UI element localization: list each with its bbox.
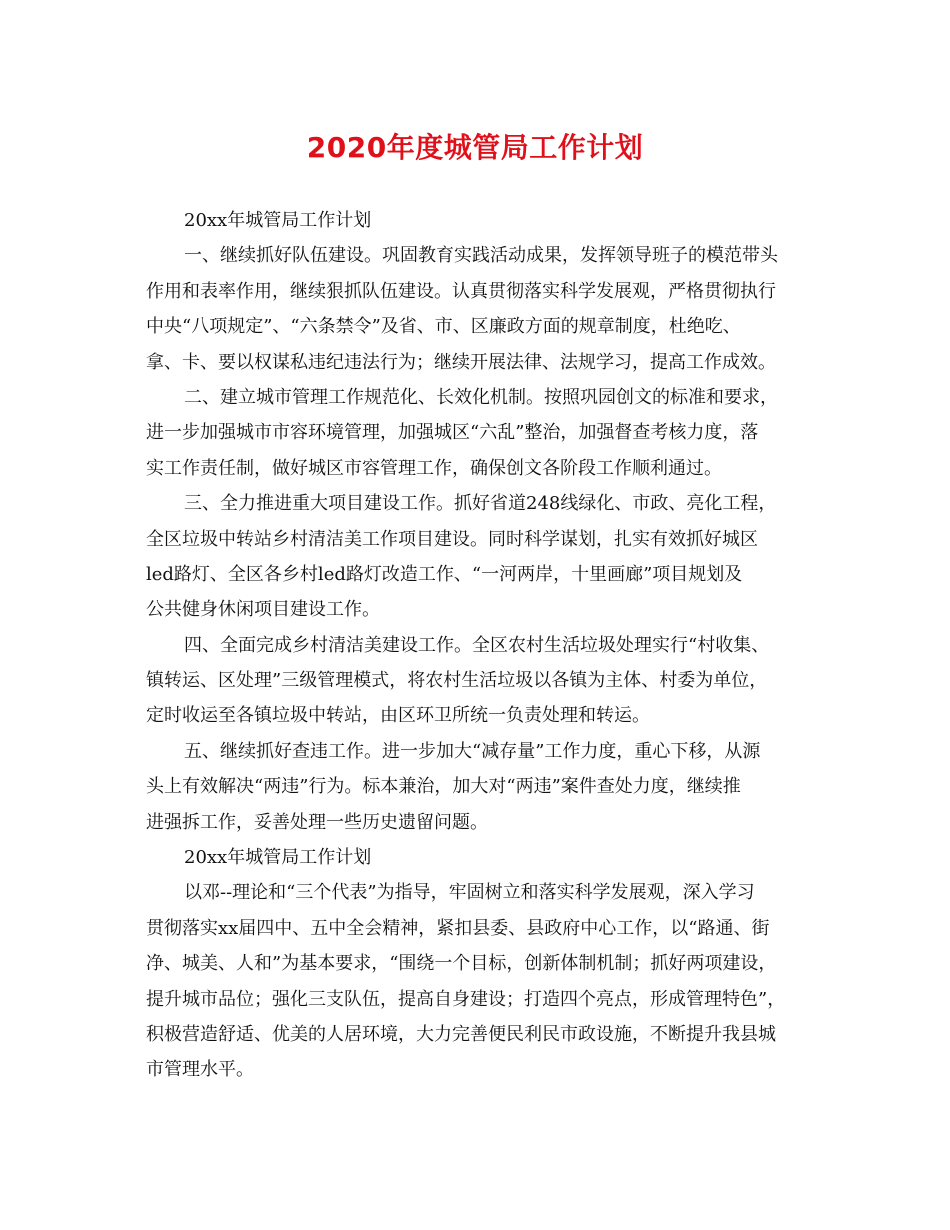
- text-line: 20xx年城管局工作计划: [184, 210, 372, 231]
- text-line: 进一步加强城市市容环境管理，加强城区“六乱”整治，加强督查考核力度，落: [146, 422, 759, 444]
- text-line: 中央“八项规定”、“六条禁令”及省、市、区廉政方面的规章制度，杜绝吃、: [146, 316, 741, 338]
- text-line: 三、全力推进重大项目建设工作。抓好省道248线绿化、市政、亮化工程，: [184, 493, 777, 515]
- text-line: 实工作责任制，做好城区市容管理工作，确保创文各阶段工作顺利通过。: [146, 457, 722, 479]
- text-line: 贯彻落实xx届四中、五中全会精神，紧扣县委、县政府中心工作，以“路通、街: [146, 917, 770, 939]
- text-line: 进强拆工作，妥善处理一些历史遗留问题。: [146, 811, 488, 833]
- text-line: 四、全面完成乡村清洁美建设工作。全区农村生活垃圾处理实行“村收集、: [184, 634, 770, 656]
- text-line: 市管理水平。: [146, 1059, 254, 1081]
- text-line: 头上有效解决“两违”行为。标本兼治，加大对“两违”案件查处力度，继续推: [146, 776, 741, 798]
- text-line: 拿、卡、要以权谋私违纪违法行为；继续开展法律、法规学习，提高工作成效。: [146, 351, 776, 373]
- text-line: 全区垃圾中转站乡村清洁美工作项目建设。同时科学谋划，扎实有效抓好城区: [146, 528, 758, 550]
- text-line: 五、继续抓好查违工作。进一步加大“减存量”工作力度，重心下移，从源: [184, 740, 761, 762]
- text-line: 作用和表率作用，继续狠抓队伍建设。认真贯彻落实科学发展观，严格贯彻执行: [146, 280, 776, 302]
- text-line: 20xx年城管局工作计划: [184, 847, 372, 869]
- text-line: 以邓--理论和“三个代表”为指导，牢固树立和落实科学发展观，深入学习: [184, 882, 755, 904]
- text-line: 提升城市品位；强化三支队伍，提高自身建设；打造四个亮点，形成管理特色”，: [146, 988, 786, 1010]
- text-line: 二、建立城市管理工作规范化、长效化机制。按照巩园创文的标准和要求，: [184, 386, 778, 408]
- document-body: [146, 203, 814, 1088]
- text-line: 一、继续抓好队伍建设。巩固教育实践活动成果，发挥领导班子的模范带头: [184, 245, 778, 267]
- text-line: 公共健身休闲项目建设工作。: [146, 599, 380, 621]
- text-line: 镇转运、区处理”三级管理模式，将农村生活垃圾以各镇为主体、村委为单位，: [146, 670, 768, 692]
- text-line: 定时收运至各镇垃圾中转站，由区环卫所统一负责处理和转运。: [146, 705, 650, 727]
- text-line: 积极营造舒适、优美的人居环境，大力完善便民利民市政设施，不断提升我县城: [146, 1023, 776, 1045]
- text-line: led路灯、全区各乡村led路灯改造工作、“一河两岸，十里画廊”项目规划及: [146, 563, 743, 585]
- text-line: 净、城美、人和”为基本要求，“围绕一个目标，创新体制机制；抓好两项建设，: [146, 953, 777, 975]
- document-title: 2020年度城管局工作计划: [306, 131, 644, 164]
